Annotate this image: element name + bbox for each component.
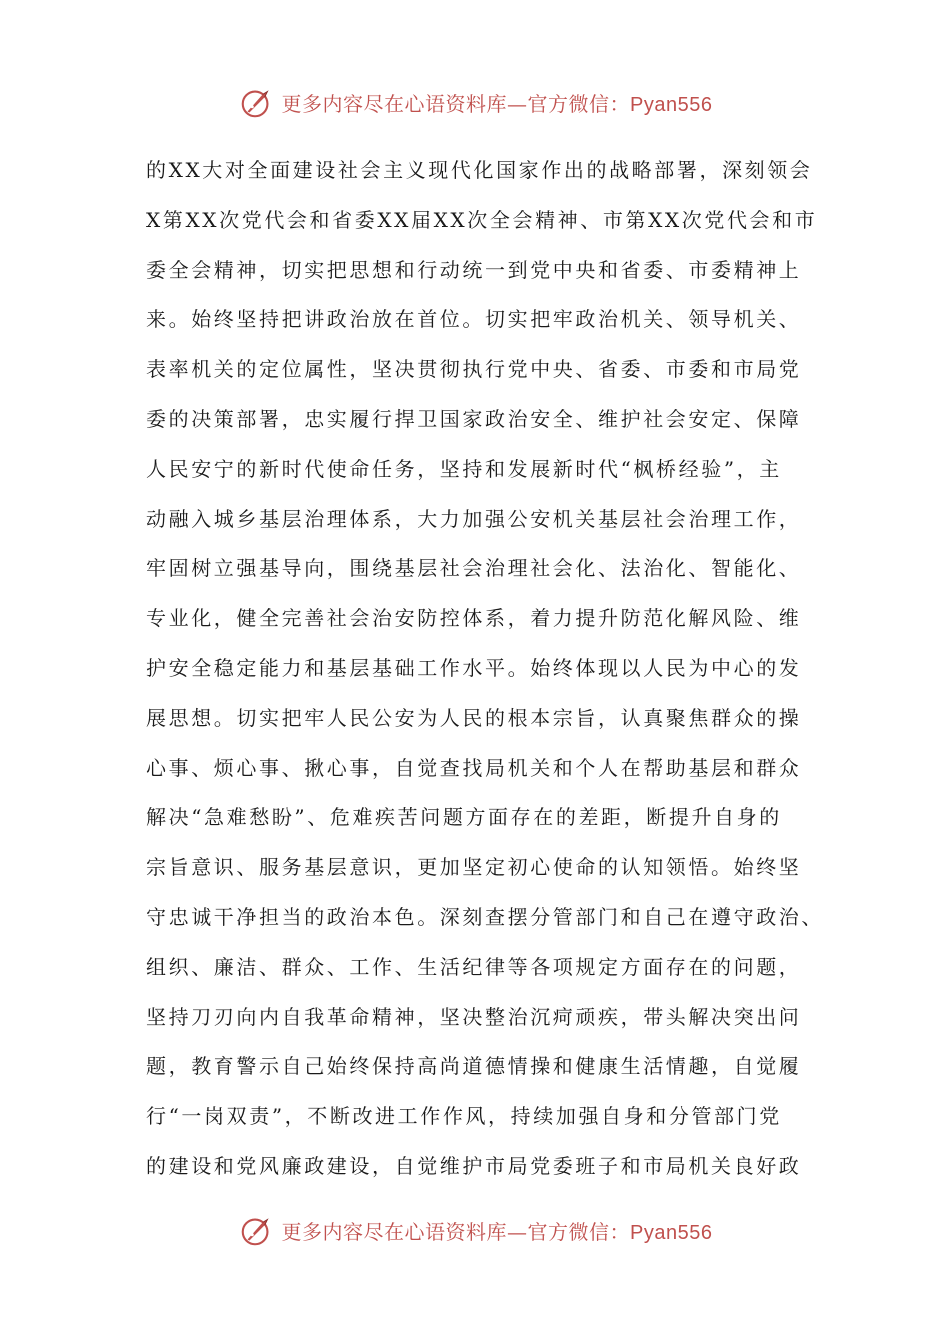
body-line: 心事、烦心事、揪心事，自觉查找局机关和个人在帮助基层和群众 — [146, 755, 802, 780]
body-line: 牢固树立强基导向，围绕基层社会治理社会化、法治化、智能化、 — [146, 556, 802, 581]
watermark-text: 更多内容尽在心语资料库—官方微信：Pyan556 — [281, 1219, 713, 1244]
pen-nib-circle-icon — [238, 1211, 276, 1249]
pen-nib-circle-icon — [238, 83, 276, 121]
body-line: 人民安宁的新时代使命任务，坚持和发展新时代“枫桥经验”，主 — [146, 456, 782, 481]
body-line: 展思想。切实把牢人民公安为人民的根本宗旨，认真聚焦群众的操 — [146, 705, 802, 730]
body-line: 护安全稳定能力和基层基础工作水平。始终体现以人民为中心的发 — [146, 655, 802, 680]
body-line: 的建设和党风廉政建设，自觉维护市局党委班子和市局机关良好政 — [146, 1153, 802, 1178]
body-line: 解决“急难愁盼”、危难疾苦问题方面存在的差距，断提升自身的 — [146, 805, 782, 830]
body-line: 守忠诚干净担当的政治本色。深刻查摆分管部门和自己在遵守政治、 — [146, 904, 824, 929]
body-line: 题，教育警示自己始终保持高尚道德情操和健康生活情趣，自觉履 — [146, 1054, 802, 1079]
body-line: 宗旨意识、服务基层意识，更加坚定初心使命的认知领悟。始终坚 — [146, 855, 802, 880]
body-line: 坚持刀刃向内自我革命精神，坚决整治沉疴顽疾，带头解决突出问 — [146, 1004, 802, 1029]
body-line: 专业化，健全完善社会治安防控体系，着力提升防范化解风险、维 — [146, 606, 802, 631]
body-line: 动融入城乡基层治理体系，大力加强公安机关基层社会治理工作， — [146, 506, 802, 531]
body-line: X第XX次党代会和省委XX届XX次全会精神、市第XX次党代会和市 — [146, 207, 818, 232]
watermark-handle: Pyan556 — [630, 93, 713, 116]
body-line: 组织、廉洁、群众、工作、生活纪律等各项规定方面存在的问题， — [146, 954, 802, 979]
body-line: 行“一岗双责”，不断改进工作作风，持续加强自身和分管部门党 — [146, 1104, 782, 1129]
watermark-text: 更多内容尽在心语资料库—官方微信：Pyan556 — [281, 91, 713, 116]
watermark-handle: Pyan556 — [630, 1221, 713, 1244]
body-line: 委的决策部署，忠实履行捍卫国家政治安全、维护社会安定、保障 — [146, 406, 802, 431]
body-line: 来。始终坚持把讲政治放在首位。切实把牢政治机关、领导机关、 — [146, 307, 802, 332]
watermark-header — [0, 80, 950, 124]
body-line: 的XX大对全面建设社会主义现代化国家作出的战略部署，深刻领会 — [146, 158, 813, 182]
watermark-footer — [0, 1208, 950, 1252]
body-line: 委全会精神，切实把思想和行动统一到党中央和省委、市委精神上 — [146, 257, 802, 282]
body-line: 表率机关的定位属性，坚决贯彻执行党中央、省委、市委和市局党 — [146, 357, 802, 382]
document-body — [146, 146, 826, 1192]
